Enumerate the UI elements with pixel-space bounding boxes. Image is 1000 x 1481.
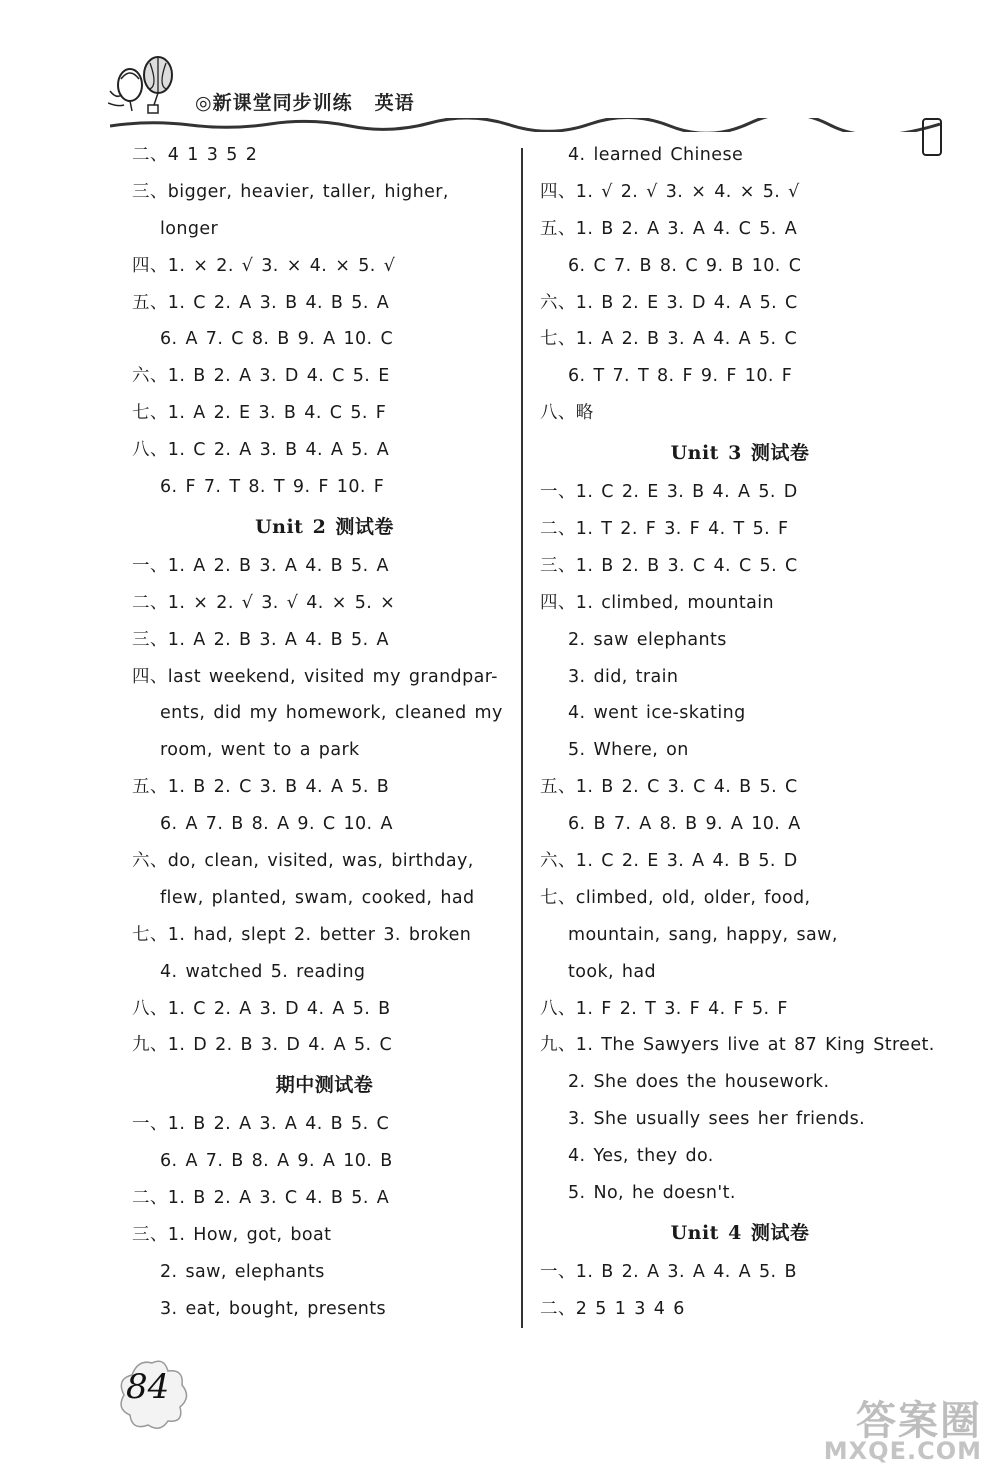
answer-line: 3. eat, bought, presents — [160, 1298, 387, 1319]
answer-line: 3. She usually sees her friends. — [568, 1109, 866, 1130]
answer-line: 六、1. C 2. E 3. A 4. B 5. D — [540, 851, 798, 872]
answer-line: 七、1. had, slept 2. better 3. broken — [132, 924, 472, 945]
answer-line: 6. B 7. A 8. B 9. A 10. A — [568, 814, 801, 835]
answer-line: 3. did, train — [568, 666, 679, 687]
answer-line: 一、1. A 2. B 3. A 4. B 5. A — [132, 555, 389, 576]
answer-line: 七、1. A 2. E 3. B 4. C 5. F — [132, 403, 387, 424]
answer-line: 七、1. A 2. B 3. A 4. A 5. C — [540, 329, 798, 350]
answer-line: 八、略 — [540, 403, 594, 424]
section-heading: 期中测试卷 — [275, 1074, 374, 1097]
answer-line: took, had — [568, 961, 657, 982]
answer-column-left — [132, 137, 517, 1328]
answer-line: 4. went ice-skating — [568, 703, 746, 724]
answer-line: 二、4 1 3 5 2 — [132, 145, 258, 165]
answer-line: 二、1. T 2. F 3. F 4. T 5. F — [540, 519, 789, 540]
page-number-badge — [112, 1355, 192, 1435]
answer-line: 四、1. × 2. √ 3. × 4. × 5. √ — [132, 255, 396, 276]
answer-line: 4. Yes, they do. — [568, 1146, 714, 1167]
answer-line: 六、1. B 2. E 3. D 4. A 5. C — [540, 292, 798, 313]
answer-line: 九、1. The Sawyers live at 87 King Street. — [540, 1035, 935, 1056]
answer-line: longer — [160, 218, 219, 239]
column-divider — [521, 148, 523, 1328]
answer-line: 五、1. B 2. C 3. B 4. A 5. B — [132, 777, 390, 798]
answer-line: 一、1. C 2. E 3. B 4. A 5. D — [540, 482, 798, 503]
answer-line: 七、climbed, old, older, food, — [540, 887, 811, 908]
answer-line: 九、1. D 2. B 3. D 4. A 5. C — [132, 1035, 393, 1056]
page-number: 84 — [126, 1367, 170, 1407]
answer-line: 八、1. C 2. A 3. B 4. A 5. A — [132, 440, 390, 461]
answer-line: 5. No, he doesn't. — [568, 1183, 736, 1204]
answer-line: 一、1. B 2. A 3. A 4. B 5. C — [132, 1114, 390, 1135]
answer-line: 4. watched 5. reading — [160, 961, 366, 982]
answer-line: 五、1. C 2. A 3. B 4. B 5. A — [132, 292, 390, 313]
answer-line: 2. saw elephants — [568, 629, 727, 650]
watermark-main-text: 答案圈 — [856, 1398, 982, 1444]
header-title — [195, 88, 415, 115]
header-rule — [110, 118, 940, 132]
answer-line: mountain, sang, happy, saw, — [568, 924, 838, 945]
answer-line: 6. F 7. T 8. T 9. F 10. F — [160, 477, 385, 498]
hot-air-balloon-icon — [108, 55, 188, 125]
answer-line: 二、2 5 1 3 4 6 — [540, 1298, 685, 1319]
answer-line: 5. Where, on — [568, 740, 689, 761]
answer-line: 6. T 7. T 8. F 9. F 10. F — [568, 366, 793, 387]
series-title: ◎新课堂同步训练 — [195, 92, 353, 114]
answer-line: 四、last weekend, visited my grandpar- — [132, 666, 498, 687]
answer-line: 六、1. B 2. A 3. D 4. C 5. E — [132, 366, 390, 387]
answer-line: 八、1. C 2. A 3. D 4. A 5. B — [132, 998, 391, 1019]
answer-line: 二、1. B 2. A 3. C 4. B 5. A — [132, 1188, 390, 1209]
section-heading: Unit 3 测试卷 — [670, 442, 810, 465]
answer-line: 六、do, clean, visited, was, birthday, — [132, 851, 474, 872]
answer-line: 6. A 7. B 8. A 9. C 10. A — [160, 814, 393, 835]
answer-line: 八、1. F 2. T 3. F 4. F 5. F — [540, 998, 788, 1019]
answer-line: flew, planted, swam, cooked, had — [160, 887, 475, 908]
answer-line: 三、1. B 2. B 3. C 4. C 5. C — [540, 555, 798, 576]
page-header — [0, 0, 1000, 150]
answer-line: 6. A 7. C 8. B 9. A 10. C — [160, 329, 394, 350]
answer-line: 四、1. climbed, mountain — [540, 592, 775, 613]
watermark-url-text: MXQE.COM — [823, 1437, 982, 1465]
answer-line: room, went to a park — [160, 740, 360, 761]
answer-line: 2. She does the housework. — [568, 1072, 830, 1093]
answer-line: 三、1. How, got, boat — [132, 1225, 332, 1246]
answer-line: 2. saw, elephants — [160, 1261, 325, 1282]
answer-line: 二、1. × 2. √ 3. √ 4. × 5. × — [132, 592, 396, 613]
answer-line: ents, did my homework, cleaned my — [160, 703, 503, 724]
answer-line: 三、1. A 2. B 3. A 4. B 5. A — [132, 629, 389, 650]
answer-line: 三、bigger, heavier, taller, higher, — [132, 181, 449, 202]
answer-line: 6. A 7. B 8. A 9. A 10. B — [160, 1151, 393, 1172]
answer-line: 4. learned Chinese — [568, 145, 744, 165]
answer-line: 6. C 7. B 8. C 9. B 10. C — [568, 255, 802, 276]
answer-line: 一、1. B 2. A 3. A 4. A 5. B — [540, 1261, 797, 1282]
section-heading: Unit 2 测试卷 — [255, 515, 394, 538]
section-heading: Unit 4 测试卷 — [670, 1221, 810, 1244]
answer-line: 四、1. √ 2. √ 3. × 4. × 5. √ — [540, 181, 800, 202]
answer-column-right — [540, 137, 940, 1328]
subject-label: 英语 — [374, 92, 415, 114]
answer-line: 五、1. B 2. A 3. A 4. C 5. A — [540, 218, 798, 239]
watermark — [772, 1389, 982, 1469]
answer-line: 五、1. B 2. C 3. C 4. B 5. C — [540, 777, 798, 798]
